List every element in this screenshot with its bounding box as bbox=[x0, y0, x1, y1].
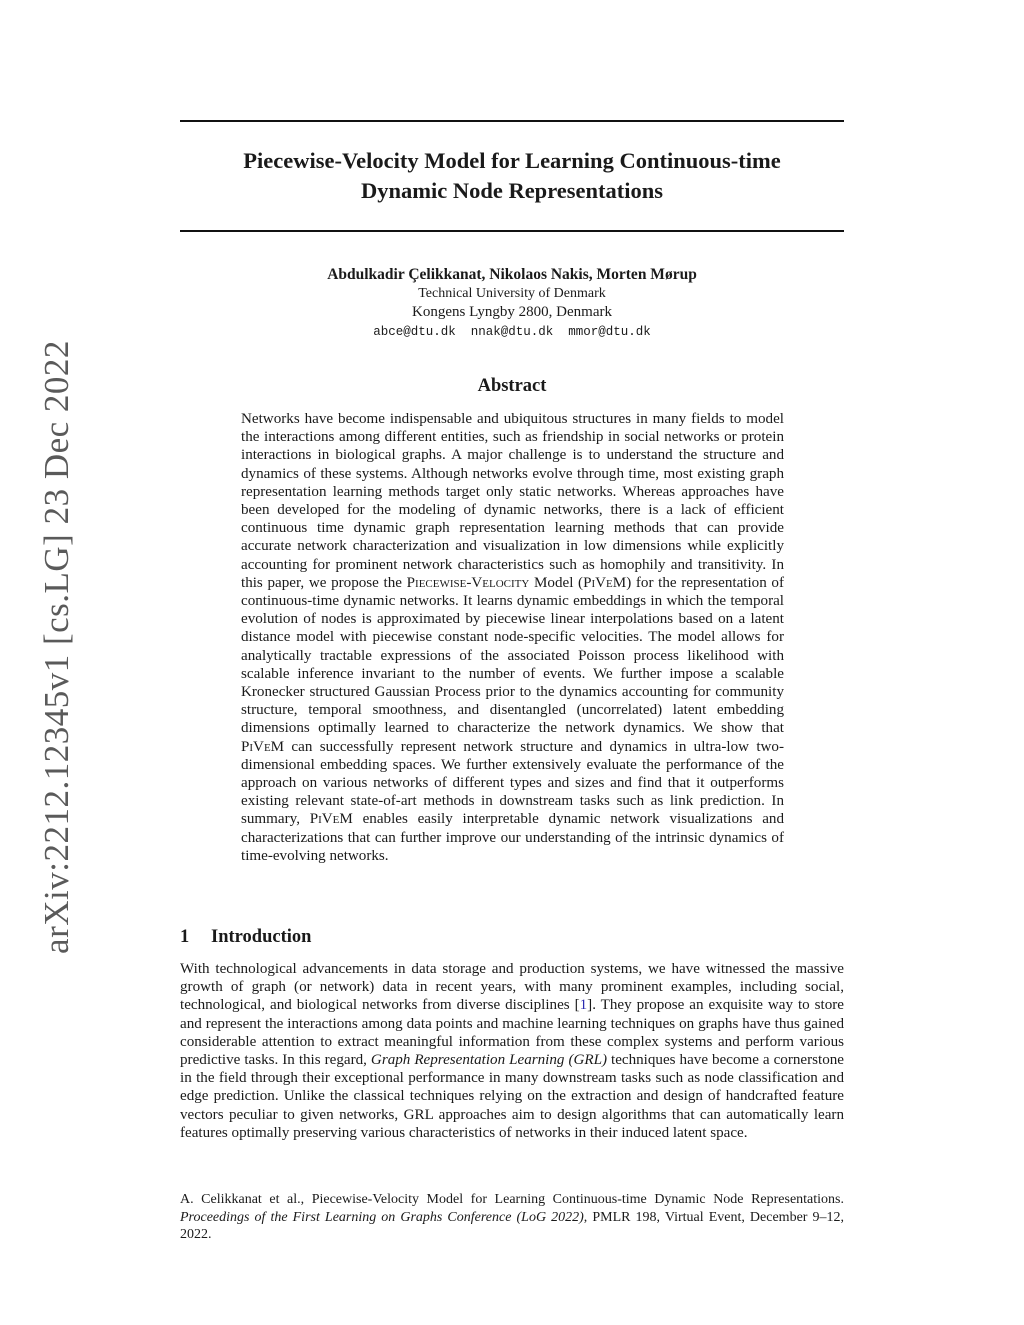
author-affiliation: Technical University of Denmark bbox=[418, 286, 606, 301]
intro-text-2: ]. They propose an exquisite way to store and represent the interactions among data points and machine learning techniques on graphs have thus gained considerable attention to extract meaningful information from these complex systems and perform various predictive tasks. In this regard, bbox=[180, 997, 844, 1069]
model-abbr: PiVeM bbox=[241, 738, 285, 755]
section-heading-introduction bbox=[180, 925, 311, 949]
section-number: 1 bbox=[180, 927, 190, 947]
abstract-part-2: Model ( bbox=[529, 574, 584, 591]
model-name-full: Piecewise-Velocity bbox=[406, 574, 530, 591]
arxiv-stamp bbox=[27, 340, 87, 954]
intro-emphasis-grl: Graph Representation Learning (GRL) bbox=[370, 1052, 608, 1069]
intro-text-1: With technological advancements in data storage and production systems, we have witnessed the massive growth of graph (or network) data in recent years, with many prominent examples, including social, technological, and biological networks from diverse disciplines [ bbox=[180, 961, 844, 1014]
footnote-details: , PMLR 198, Virtual Event, December 9–12, 2022. bbox=[180, 1209, 845, 1242]
title-line-1: Piecewise-Velocity Model for Learning Continuous-time bbox=[243, 148, 781, 173]
abstract-text bbox=[241, 410, 784, 865]
author-names: Abdulkadir Çelikkanat, Nikolaos Nakis, Morten Mørup bbox=[327, 266, 697, 283]
title-bottom-rule bbox=[180, 230, 844, 232]
citation-link[interactable]: 1 bbox=[579, 997, 588, 1014]
paper-title bbox=[180, 146, 844, 206]
author-address: Kongens Lyngby 2800, Denmark bbox=[412, 304, 612, 320]
model-abbr: PiVeM bbox=[583, 574, 627, 591]
title-top-rule bbox=[180, 120, 844, 122]
author-emails: abce@dtu.dk nnak@dtu.dk mmor@dtu.dk bbox=[373, 325, 651, 339]
footnote bbox=[180, 1191, 844, 1244]
abstract-part-1: Networks have become indispensable and ubiquitous structures in many fields to model the interactions among different entities, such as friendship in social networks or protein interactions in biological graphs. A major challenge is to understand the structure and dynamics of these systems. Although networks evolve through time, most existing graph representation learning methods target only static networks. Whereas approaches have been developed for the modeling of dynamic networks, there is a lack of efficient continuous time dynamic graph representation learning methods that can provide accurate network characterization and visualization in low dimensions while explicitly accounting for prominent network characteristics such as homophily and transitivity. In this paper, we propose the bbox=[241, 411, 784, 591]
introduction-paragraph bbox=[180, 960, 844, 1142]
abstract-part-4: can successfully represent network structure and dynamics in ultra-low two-dimensional embedding spaces. We further extensively evaluate the performance of the approach on various networks of different types and sizes and find that it outperforms existing relevant state-of-art methods in downstream tasks such as link prediction. In summary, bbox=[241, 738, 784, 828]
model-abbr: PiVeM bbox=[309, 811, 353, 828]
intro-text-3: techniques have become a cornerstone in the field through their exceptional performance in many downstream tasks such as node classification and edge prediction. Unlike the classical techniques relying on the extraction and design of handcrafted feature vectors peculiar to given networks, GRL approaches aim to design algorithms that can automatically learn features optimally preserving various characteristics of networks in their induced latent space. bbox=[180, 1052, 844, 1141]
footnote-venue: Proceedings of the First Learning on Graphs Conference (LoG 2022) bbox=[180, 1209, 584, 1225]
title-line-2: Dynamic Node Representations bbox=[360, 178, 664, 203]
author-block bbox=[180, 266, 844, 343]
footnote-citation: A. Celikkanat et al., Piecewise-Velocity Model for Learning Continuous-time Dynamic Node Representations. bbox=[180, 1192, 844, 1207]
abstract-part-3: ) for the representation of continuous-time dynamic networks. It learns dynamic embeddings in which the temporal evolution of nodes is approximated by piecewise linear interpolations based on a latent distance model with piecewise constant node-specific velocities. The model allows for analytically tractable expressions of the associated Poisson process likelihood with scalable inference invariant to the number of events. We further impose a scalable Kronecker structured Gaussian Process prior to the dynamics accounting for community structure, temporal smoothness, and disentangled (uncorrelated) latent embedding dimensions optimally learned to characterize the network dynamics. We show that bbox=[241, 574, 784, 737]
arxiv-id-text: arXiv:2212.12345v1 [cs.LG] 23 Dec 2022 bbox=[37, 340, 76, 954]
section-title: Introduction bbox=[211, 927, 312, 947]
abstract-heading: Abstract bbox=[477, 376, 547, 396]
abstract-part-5: enables easily interpretable dynamic network visualizations and characterizations that can further improve our understanding of the intrinsic dynamics of time-evolving networks. bbox=[241, 811, 784, 864]
